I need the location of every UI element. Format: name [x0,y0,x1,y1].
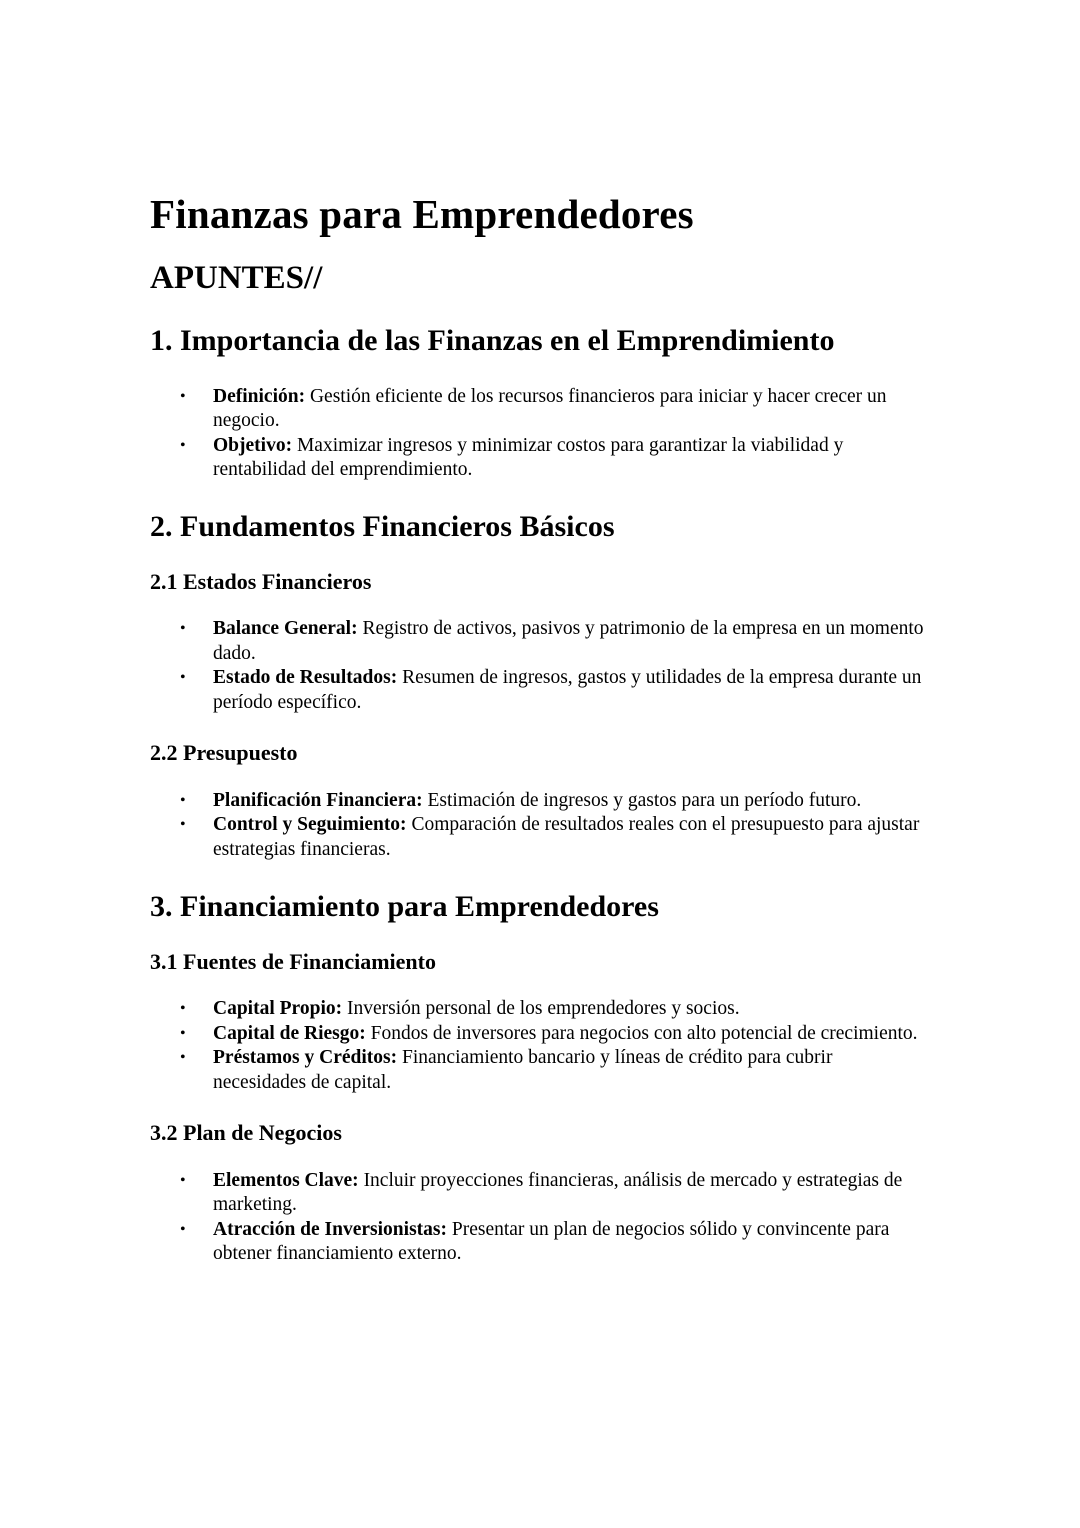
bullet-icon: • [180,1049,186,1067]
list-item-text: Financiamiento bancario y líneas de crédito para cubrir necesidades de capital. [213,1047,833,1093]
section-heading-2: 2. Fundamentos Financieros Básicos [150,509,615,543]
bullet-icon: • [180,791,186,809]
list-item-text: Incluir proyecciones financieras, análisis de mercado y estrategias de marketing. [213,1169,903,1216]
list-item-term: Definición: [213,385,306,407]
bullet-icon: • [180,620,186,638]
list-item-term: Objetivo: [213,434,293,456]
list-item [180,434,930,483]
bullet-icon: • [180,1171,186,1189]
list-item-text: Resumen de ingresos, gastos y utilidades de la empresa durante un período específico. [213,667,922,713]
section-heading-1: 1. Importancia de las Finanzas en el Emprendimiento [150,323,835,357]
list-item-text: Inversión personal de los emprendedores y socios. [342,998,740,1020]
subsection-heading-3-1: 3.1 Fuentes de Financiamiento [150,949,436,975]
subsection-heading-2-2: 2.2 Presupuesto [150,740,298,766]
list-item-term: Elementos Clave: [213,1169,359,1191]
list-item [180,617,930,666]
bullet-icon: • [180,436,186,454]
list-item [180,1218,930,1267]
list-item [180,1046,930,1095]
list-item-text: Registro de activos, pasivos y patrimonio de la empresa en un momento dado. [213,618,924,664]
document-title: Finanzas para Emprendedores [150,191,694,237]
list-item-term: Préstamos y Créditos: [213,1047,398,1069]
list-item-term: Estado de Resultados: [213,667,398,689]
bullet-icon: • [180,1000,186,1018]
subsection-2-1-list [150,617,930,715]
list-item [180,1022,930,1047]
list-item-term: Capital de Riesgo: [213,1022,366,1044]
list-item-term: Balance General: [213,618,358,640]
list-item [180,1169,930,1218]
list-item [180,813,930,862]
list-item-term: Control y Seguimiento: [213,814,407,836]
list-item-term: Planificación Financiera: [213,789,423,811]
list-item-text: Comparación de resultados reales con el presupuesto para ajustar estrategias financieras. [213,814,920,860]
subsection-3-1-list [150,997,930,1095]
bullet-icon: • [180,1024,186,1042]
bullet-icon: • [180,387,186,405]
list-item-text: Maximizar ingresos y minimizar costos para garantizar la viabilidad y rentabilidad del emprendimiento. [213,434,844,481]
list-item-text: Presentar un plan de negocios sólido y convincente para obtener financiamiento externo. [213,1218,890,1265]
section-1-list [150,385,930,483]
list-item-term: Atracción de Inversionistas: [213,1218,447,1240]
subsection-2-2-list [150,789,930,863]
list-item [180,997,930,1022]
bullet-icon: • [180,669,186,687]
list-item-text: Estimación de ingresos y gastos para un período futuro. [422,789,862,811]
document-subtitle: APUNTES// [150,260,323,297]
section-heading-3: 3. Financiamiento para Emprendedores [150,890,659,924]
list-item [180,666,930,715]
list-item [180,385,930,434]
bullet-icon: • [180,816,186,834]
bullet-icon: • [180,1220,186,1238]
list-item [180,789,930,814]
document-page [150,190,930,1267]
subsection-heading-3-2: 3.2 Plan de Negocios [150,1120,342,1146]
list-item-text: Fondos de inversores para negocios con alto potencial de crecimiento. [365,1022,918,1044]
list-item-text: Gestión eficiente de los recursos financieros para iniciar y hacer crecer un negocio. [213,385,887,432]
subsection-3-2-list [150,1169,930,1267]
subsection-heading-2-1: 2.1 Estados Financieros [150,568,372,594]
list-item-term: Capital Propio: [213,998,343,1020]
